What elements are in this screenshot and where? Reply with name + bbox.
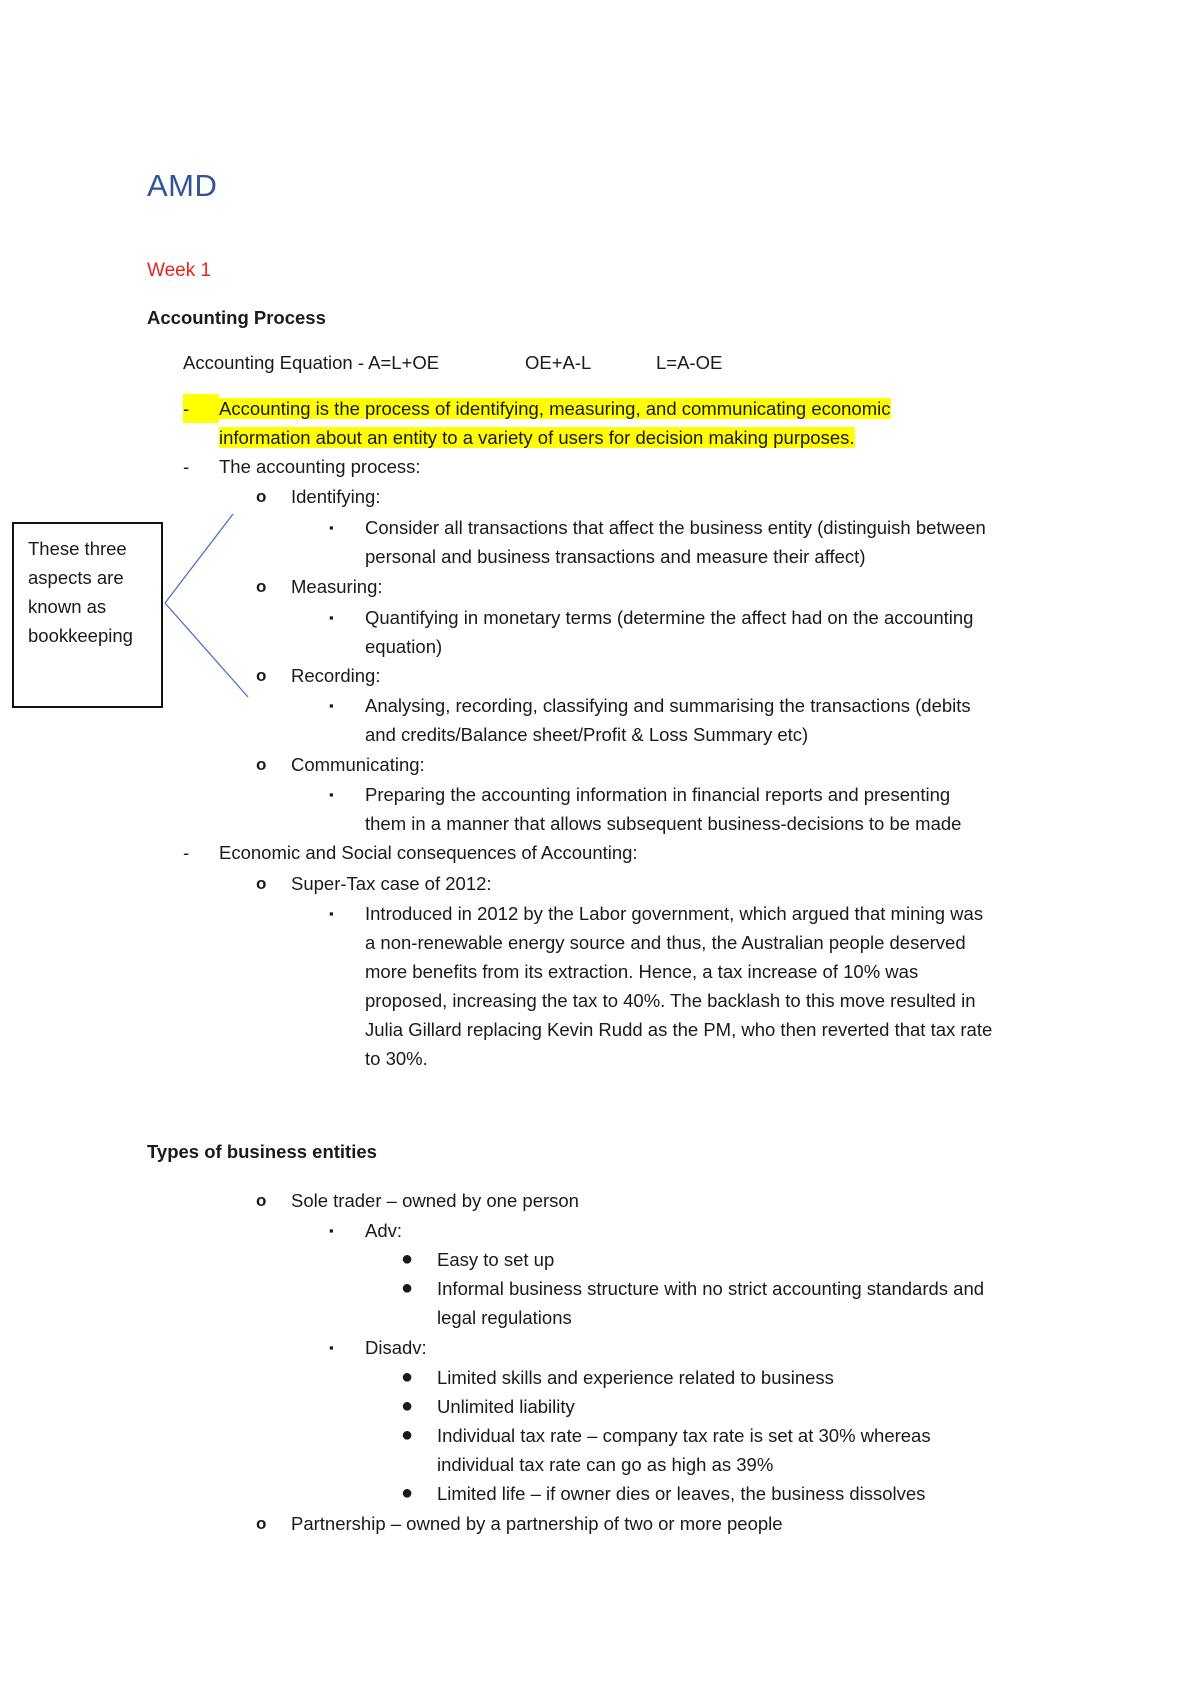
list-item: equation)	[365, 636, 443, 657]
sole-trader-label: Sole trader – owned by one person	[291, 1190, 579, 1211]
circle-bullet: o	[256, 487, 267, 506]
connector-line-upper	[165, 514, 233, 603]
list-item: personal and business transactions and measure their affect)	[365, 546, 866, 567]
square-bullet: ▪	[329, 787, 334, 802]
list-item: Julia Gillard replacing Kevin Rudd as the PM, who then reverted that tax rate	[365, 1019, 993, 1040]
document-title: AMD	[147, 168, 218, 203]
process-intro: The accounting process:	[219, 456, 421, 477]
definition-line: Accounting is the process of identifying, measuring, and communicating economic	[219, 398, 891, 419]
partnership-label: Partnership – owned by a partnership of two or more people	[291, 1513, 783, 1534]
section-heading-accounting-process: Accounting Process	[147, 307, 326, 328]
list-item: Individual tax rate – company tax rate is set at 30% whereas	[437, 1425, 931, 1446]
list-item: individual tax rate can go as high as 39%	[437, 1454, 774, 1475]
recording-label: Recording:	[291, 665, 381, 686]
dash-bullet: -	[183, 456, 190, 477]
round-bullet: ●	[401, 1366, 414, 1388]
section-heading-business-entities: Types of business entities	[147, 1141, 377, 1162]
connector-line-lower	[165, 603, 248, 697]
week-label: Week 1	[147, 260, 212, 281]
equation-variant-oe: OE+A-L	[525, 352, 592, 373]
callout-text: aspects are	[28, 567, 124, 588]
list-item: Quantifying in monetary terms (determine the affect had on the accounting	[365, 607, 974, 628]
list-item: Analysing, recording, classifying and summarising the transactions (debits	[365, 695, 971, 716]
circle-bullet: o	[256, 1191, 267, 1210]
dash-bullet: -	[183, 842, 190, 863]
round-bullet: ●	[401, 1395, 414, 1417]
list-item: Unlimited liability	[437, 1396, 575, 1417]
square-bullet: ▪	[329, 610, 334, 625]
round-bullet: ●	[401, 1482, 414, 1504]
communicating-label: Communicating:	[291, 754, 425, 775]
circle-bullet: o	[256, 1514, 267, 1533]
disadv-label: Disadv:	[365, 1337, 427, 1358]
list-item: legal regulations	[437, 1307, 572, 1328]
consequences-label: Economic and Social consequences of Accounting:	[219, 842, 638, 863]
identifying-label: Identifying:	[291, 486, 381, 507]
dash-bullet: -	[183, 394, 219, 423]
list-item: Preparing the accounting information in financial reports and presenting	[365, 784, 951, 805]
circle-bullet: o	[256, 666, 267, 685]
callout-text: known as	[28, 596, 107, 617]
square-bullet: ▪	[329, 906, 334, 921]
list-item: proposed, increasing the tax to 40%. The backlash to this move resulted in	[365, 990, 976, 1011]
accounting-equation: Accounting Equation - A=L+OE	[183, 352, 440, 373]
round-bullet: ●	[401, 1248, 414, 1270]
circle-bullet: o	[256, 874, 267, 893]
round-bullet: ●	[401, 1277, 414, 1299]
callout-text: These three	[28, 538, 127, 559]
square-bullet: ▪	[329, 698, 334, 713]
square-bullet: ▪	[329, 1340, 334, 1355]
round-bullet: ●	[401, 1424, 414, 1446]
list-item: them in a manner that allows subsequent business-decisions to be made	[365, 813, 962, 834]
list-item: Limited skills and experience related to business	[437, 1367, 834, 1388]
definition-line: information about an entity to a variety of users for decision making purposes.	[219, 427, 855, 448]
callout-text: bookkeeping	[28, 625, 133, 646]
list-item: Informal business structure with no strict accounting standards and	[437, 1278, 985, 1299]
circle-bullet: o	[256, 577, 267, 596]
equation-variant-l: L=A-OE	[656, 352, 723, 373]
measuring-label: Measuring:	[291, 576, 383, 597]
list-item: Introduced in 2012 by the Labor government, which argued that mining was	[365, 903, 984, 924]
square-bullet: ▪	[329, 1223, 334, 1238]
square-bullet: ▪	[329, 520, 334, 535]
list-item: more benefits from its extraction. Hence, a tax increase of 10% was	[365, 961, 919, 982]
list-item: and credits/Balance sheet/Profit & Loss Summary etc)	[365, 724, 809, 745]
list-item: Consider all transactions that affect the business entity (distinguish between	[365, 517, 986, 538]
circle-bullet: o	[256, 755, 267, 774]
list-item: a non-renewable energy source and thus, the Australian people deserved	[365, 932, 966, 953]
list-item: Easy to set up	[437, 1249, 555, 1270]
list-item: to 30%.	[365, 1048, 428, 1069]
supertax-label: Super-Tax case of 2012:	[291, 873, 492, 894]
list-item: Limited life – if owner dies or leaves, the business dissolves	[437, 1483, 926, 1504]
adv-label: Adv:	[365, 1220, 403, 1241]
